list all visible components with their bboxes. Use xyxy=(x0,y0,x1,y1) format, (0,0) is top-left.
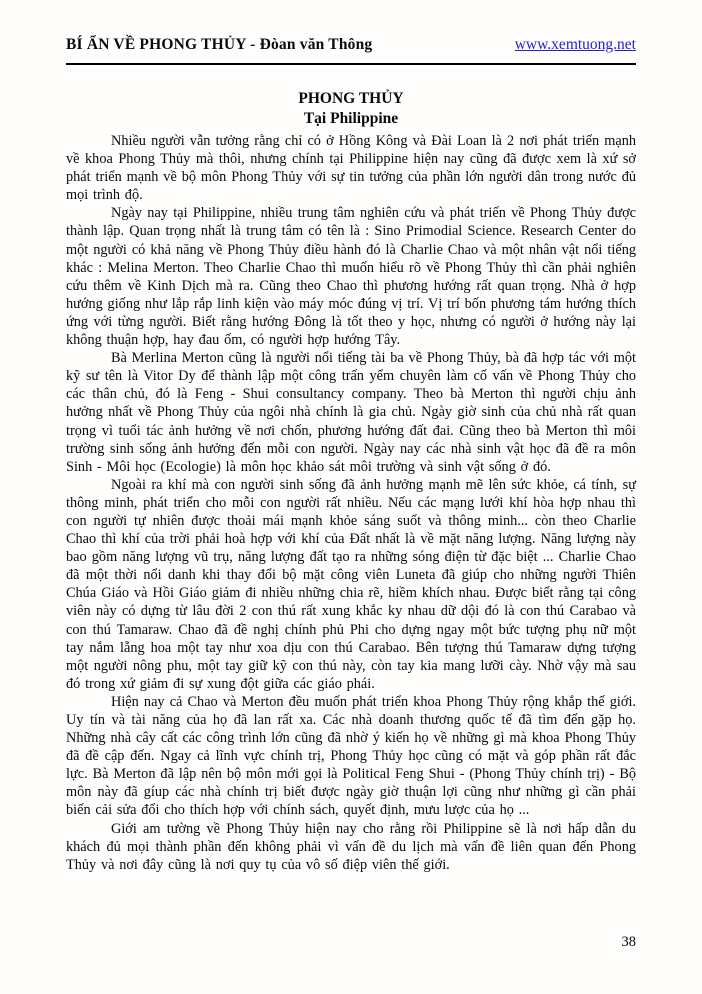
website-link[interactable]: www.xemtuong.net xyxy=(514,36,636,53)
header-divider xyxy=(66,63,636,65)
paragraph: Ngày nay tại Philippine, nhiều trung tâm nghiên cứu và phát triển về Phong Thủy được thành lập. Quan trọng nhất là trung tâm có tên là : Sino Primodial Science. Research Center do một người có khả năng về Phong Thủy điều hành đó là Charlie Chao và một nhân vật nổi tiếng khác : Melina Merton. Theo Charlie Chao thì muốn hiểu rõ về Phong Thủy thì cần phải nghiên cứu thêm về Kinh Dịch mà ra. Cũng theo Chao thì phương hướng rất quan trọng. Nhà ở hợp hướng giống như lắp rắp linh kiện vào máy móc đúng vị trí. Vị trí bốn phương tám hướng thích ứng với từng người. Biết rằng hướng Đông là tốt theo y học, nhưng có người ở hướng này lại không thuận hợp, hay đau ốm, có người hợp hướng Tây. xyxy=(66,205,636,349)
paragraph: Giới am tường về Phong Thủy hiện nay cho rằng rồi Philippine sẽ là nơi hấp dẫn du khách đủ mọi thành phần đến không phải vì vấn đề du lịch mà vấn đề liên quan đến Phong Thủy và nơi đây cũng là nơi quy tụ của vô số điệp viên thế giới. xyxy=(66,820,636,873)
page-header xyxy=(66,36,636,54)
article-subtitle: Tại Philippine xyxy=(303,110,399,127)
article-title-block xyxy=(66,89,636,129)
paragraph: Nhiều người vẫn tưởng rằng chỉ có ở Hồng Kông và Đài Loan là 2 nơi phát triển mạnh về khoa Phong Thủy mà thôi, nhưng chính tại Philippine hiện nay cũng đã được xem là xứ sở phát triển mạnh về bộ môn Phong Thủy với sự tin tưởng của phần lớn người dân trong nước đủ mọi trình độ. xyxy=(66,133,636,204)
paragraph: Ngoài ra khí mà con người sinh sống đã ảnh hưởng mạnh mẽ lên sức khỏe, cá tính, sự thông minh, phát triển cho mỗi con người rất nhiều. Nếu các mạng lưới khí hòa hợp nhau thì con người tự nhiên được thoải mái mạnh khỏe sáng suốt và thông minh... còn theo Charlie Chao thì khí của trời phải hoà hợp với khí của Đất nhất là về mặt năng lượng. Năng lượng này bao gồm năng lượng vũ trụ, năng lượng đất tạo ra những sóng điện từ đặc biệt ... Charlie Chao đã một thời nổi danh khi thay đổi bộ mặt công viên Luneta đã giúp cho những người Thiên Chúa Giáo và Hồi Giáo giảm đi nhiều những chia rẽ, hiềm khích nhau. Được biết rằng tại công viên này có dựng từ lâu đời 2 con thú rất xung khắc ky nhau dữ dội đó là con thú Carabao và con thú Tamaraw. Chao đã đề nghị chính phủ Phi cho dựng ngay một bức tượng phụ nữ một tay nắm lẵng hoa một tay như xoa dịu con thú Carabao. Bên tượng thú Tamaraw dựng tượng một người nông phu, một tay giữ kỹ con thú này, còn tay kia mang lưỡi cày. Nhờ vậy mà sau đó trong xứ giảm đi sự xung đột giữa các giáo phái. xyxy=(66,476,636,692)
article-body xyxy=(66,132,636,874)
paragraph: Bà Merlina Merton cũng là người nổi tiếng tài ba về Phong Thủy, bà đã hợp tác với một kỹ sư tên là Vitor Dy để thành lập một công trấn yểm chuyên làm cố vấn về Phong Thủy cho các thân chủ, đó là Feng - Shui consultancy company. Theo bà Merton thì người chịu ảnh hưởng nhất về Phong Thủy của ngôi nhà chính là gia chủ. Ngày giờ sinh của chủ nhà rất quan trọng vì tuổi tác ảnh hưởng về nơi chốn, phương hướng đất đai. Cũng theo bà Merton thì môi trường sinh sống ảnh hưởng đến mỗi con người. Ngày nay các nhà sinh vật học đã đề ra môn Sinh - Môi học (Ecologie) là môn học khảo sát môi trường và sinh vật sống ở đó. xyxy=(66,350,636,475)
paragraph: Hiện nay cả Chao và Merton đều muốn phát triển khoa Phong Thủy rộng khắp thế giới. Uy tín và tài năng của họ đã lan rất xa. Các nhà doanh thương quốc tế đã tìm đến gặp họ. Những nhà cây cất các công trình lớn cũng đã nhờ ý kiến họ về những gì mà khoa Phong Thủy đã đề cập đến. Ngay cả lĩnh vực chính trị, Phong Thủy học cũng có mặt và góp phần rất đắc lực. Bà Merton đã lập nên bộ môn mới gọi là Political Feng Shui - (Phong Thủy chính trị) - Bộ môn này đã gíup các nhà chính trị biết được ngày giờ thuận lợi cũng như những gì cần phải biến cải sửa đổi cho thích hợp với chính sách, quyết định, mưu lược của họ ... xyxy=(66,693,636,819)
book-title: BÍ ẨN VỀ PHONG THỦY - Đòan văn Thông xyxy=(66,36,373,53)
article-title: PHONG THỦY xyxy=(298,90,404,107)
page-number: 38 xyxy=(621,934,636,950)
